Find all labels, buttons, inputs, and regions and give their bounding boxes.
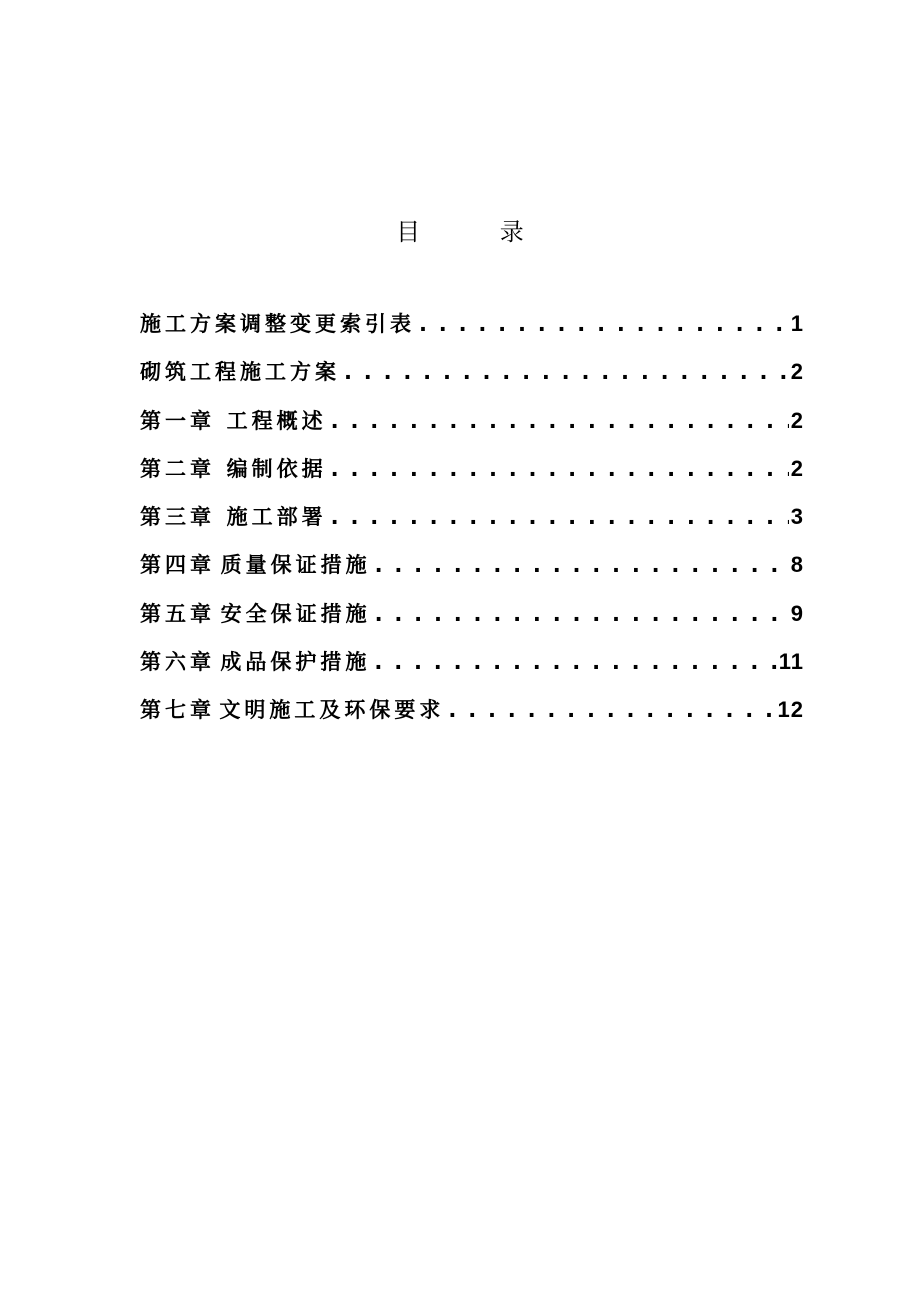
toc-leader-dots: [371, 602, 789, 626]
table-of-contents: [140, 308, 804, 743]
toc-entry-chapter: 第七章: [140, 698, 215, 723]
toc-page-number: 3: [790, 504, 804, 530]
toc-page-number: 8: [790, 552, 804, 578]
toc-entry-label: 砌筑工程施工方案: [140, 360, 340, 385]
toc-entry-label: 施工部署: [226, 505, 327, 530]
toc-entry[interactable]: [140, 453, 804, 501]
toc-entry-label: 成品保护措施: [220, 650, 371, 675]
toc-page-number: 2: [790, 407, 804, 433]
toc-page-number: 9: [790, 600, 804, 626]
toc-entry[interactable]: [140, 694, 804, 742]
toc-leader-dots: [444, 698, 775, 722]
toc-entry-chapter: 第一章: [140, 408, 215, 433]
toc-entry-chapter: 第三章: [140, 505, 215, 530]
toc-entry[interactable]: [140, 549, 804, 597]
toc-title: 目 录: [396, 218, 560, 246]
toc-page-number: 1: [790, 311, 804, 336]
toc-entry-label: 编制依据: [226, 456, 327, 481]
toc-leader-dots: [327, 409, 789, 433]
toc-entry-chapter: 第二章: [140, 456, 215, 481]
toc-leader-dots: [415, 312, 789, 336]
toc-leader-dots: [370, 650, 776, 674]
toc-entry-label: 工程概述: [226, 408, 327, 433]
toc-entry-chapter: 第五章: [140, 601, 215, 626]
toc-entry[interactable]: [140, 308, 804, 356]
toc-leader-dots: [327, 505, 789, 529]
toc-entry[interactable]: [140, 501, 804, 549]
toc-entry[interactable]: [140, 598, 804, 646]
toc-entry[interactable]: [140, 356, 804, 404]
toc-entry-label: 施工方案调整变更索引表: [140, 312, 415, 336]
toc-leader-dots: [340, 360, 789, 384]
toc-entry-chapter: 第六章: [140, 650, 215, 675]
toc-page-number: 11: [778, 649, 804, 675]
toc-leader-dots: [327, 457, 789, 481]
toc-entry[interactable]: [140, 405, 804, 453]
toc-entry-label: 文明施工及环保要求: [219, 698, 445, 723]
toc-entry[interactable]: [140, 646, 804, 694]
toc-page-number: 2: [790, 359, 804, 385]
toc-page-number: 12: [777, 697, 804, 723]
toc-entry-chapter: 第四章: [140, 553, 215, 578]
toc-page-number: 2: [790, 455, 804, 481]
toc-entry-label: 安全保证措施: [220, 601, 371, 626]
toc-entry-label: 质量保证措施: [220, 553, 371, 578]
toc-leader-dots: [371, 553, 789, 577]
